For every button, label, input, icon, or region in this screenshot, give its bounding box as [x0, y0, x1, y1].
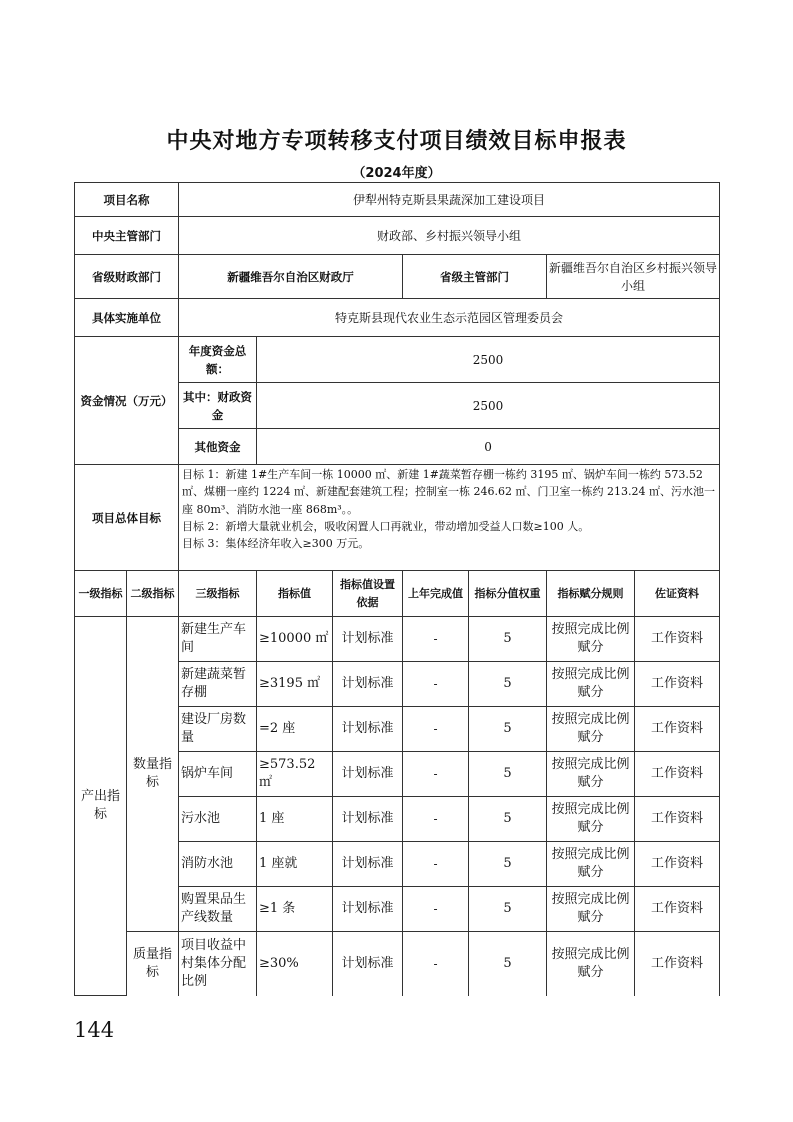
value-provincial-finance: 新疆维吾尔自治区财政厅	[179, 255, 403, 299]
label-provincial-dept: 省级主管部门	[403, 255, 547, 299]
indicator-name: 项目收益中村集体分配比例	[179, 932, 257, 996]
indicator-rule: 按照完成比例赋分	[547, 617, 635, 662]
indicator-weight: 5	[469, 842, 547, 887]
indicator-prev: -	[403, 617, 469, 662]
indicator-weight: 5	[469, 887, 547, 932]
goal-2: 目标 2：新增大量就业机会，吸收闲置人口再就业，带动增加受益人口数≥100 人。	[182, 519, 590, 533]
header-rule: 指标赋分规则	[547, 571, 635, 617]
value-central-dept: 财政部、乡村振兴领导小组	[179, 217, 720, 255]
indicator-weight: 5	[469, 617, 547, 662]
overall-goals	[179, 465, 720, 571]
indicator-weight: 5	[469, 707, 547, 752]
performance-table	[74, 182, 720, 996]
page-subtitle: （2024年度）	[352, 166, 441, 181]
value-other-funds: 0	[257, 429, 720, 465]
value-project-name: 伊犁州特克斯县果蔬深加工建设项目	[179, 183, 720, 217]
indicator-evidence: 工作资料	[635, 662, 720, 707]
row-implementer	[75, 299, 720, 337]
header-weight: 指标分值权重	[469, 571, 547, 617]
indicator-evidence: 工作资料	[635, 707, 720, 752]
level1-output: 产出指标	[75, 617, 127, 996]
label-implementer: 具体实施单位	[75, 299, 179, 337]
indicator-evidence: 工作资料	[635, 617, 720, 662]
indicator-basis: 计划标准	[333, 932, 403, 996]
indicator-evidence: 工作资料	[635, 932, 720, 996]
level2-quality: 质量指标	[127, 932, 179, 996]
header-level3: 三级指标	[179, 571, 257, 617]
page-number: 144	[74, 1018, 115, 1042]
header-level1: 一级指标	[75, 571, 127, 617]
row-central-dept	[75, 217, 720, 255]
indicator-value: =2 座	[257, 707, 333, 752]
indicator-basis: 计划标准	[333, 752, 403, 797]
indicator-row	[75, 617, 720, 662]
indicator-rule: 按照完成比例赋分	[547, 707, 635, 752]
indicator-evidence: 工作资料	[635, 842, 720, 887]
indicator-prev: -	[403, 932, 469, 996]
page-title: 中央对地方专项转移支付项目绩效目标申报表	[166, 129, 627, 154]
indicator-basis: 计划标准	[333, 797, 403, 842]
indicator-prev: -	[403, 662, 469, 707]
indicator-name: 新建蔬菜暂存棚	[179, 662, 257, 707]
indicator-header-row	[75, 571, 720, 617]
indicator-rule: 按照完成比例赋分	[547, 887, 635, 932]
indicator-value: ≥573.52 ㎡	[257, 752, 333, 797]
indicator-prev: -	[403, 887, 469, 932]
indicator-rule: 按照完成比例赋分	[547, 932, 635, 996]
indicator-weight: 5	[469, 797, 547, 842]
indicator-evidence: 工作资料	[635, 797, 720, 842]
indicator-weight: 5	[469, 662, 547, 707]
label-central-dept: 中央主管部门	[75, 217, 179, 255]
indicator-prev: -	[403, 797, 469, 842]
indicator-evidence: 工作资料	[635, 887, 720, 932]
level2-quantity: 数量指标	[127, 617, 179, 932]
indicator-weight: 5	[469, 752, 547, 797]
indicator-name: 新建生产车间	[179, 617, 257, 662]
label-overall-goals: 项目总体目标	[75, 465, 179, 571]
indicator-rule: 按照完成比例赋分	[547, 752, 635, 797]
indicator-basis: 计划标准	[333, 662, 403, 707]
indicator-rule: 按照完成比例赋分	[547, 842, 635, 887]
row-annual-total	[75, 337, 720, 383]
indicator-name: 锅炉车间	[179, 752, 257, 797]
label-provincial-finance: 省级财政部门	[75, 255, 179, 299]
label-funding: 资金情况（万元）	[75, 337, 179, 465]
indicator-name: 污水池	[179, 797, 257, 842]
value-annual-total: 2500	[257, 337, 720, 383]
row-overall-goals	[75, 465, 720, 571]
indicator-rule: 按照完成比例赋分	[547, 662, 635, 707]
indicator-basis: 计划标准	[333, 842, 403, 887]
indicator-value: 1 座	[257, 797, 333, 842]
value-implementer: 特克斯县现代农业生态示范园区管理委员会	[179, 299, 720, 337]
label-project-name: 项目名称	[75, 183, 179, 217]
header-basis: 指标值设置依据	[333, 571, 403, 617]
header-prev: 上年完成值	[403, 571, 469, 617]
goal-1: 目标 1：新建 1#生产车间一栋 10000 ㎡、新建 1#蔬菜暂存棚一栋约 3195 ㎡、锅炉车间一栋约 573.52 ㎡、煤棚一座约 1224 ㎡、新建配套建筑工程；控制室一栋 246.62 ㎡、门卫室一栋约 213.24 ㎡、污水池一座 80m³、消防水池一座 868m³。。	[182, 468, 715, 516]
indicator-row	[75, 932, 720, 996]
goal-3: 目标 3：集体经济年收入≥300 万元。	[182, 537, 370, 551]
indicator-value: ≥10000 ㎡	[257, 617, 333, 662]
header-value: 指标值	[257, 571, 333, 617]
indicator-value: ≥1 条	[257, 887, 333, 932]
indicator-value: 1 座就	[257, 842, 333, 887]
indicator-name: 建设厂房数量	[179, 707, 257, 752]
label-other-funds: 其他资金	[179, 429, 257, 465]
row-provincial	[75, 255, 720, 299]
indicator-basis: 计划标准	[333, 617, 403, 662]
header-evidence: 佐证资料	[635, 571, 720, 617]
indicator-weight: 5	[469, 932, 547, 996]
indicator-name: 购置果品生产线数量	[179, 887, 257, 932]
indicator-value: ≥30%	[257, 932, 333, 996]
indicator-evidence: 工作资料	[635, 752, 720, 797]
indicator-basis: 计划标准	[333, 887, 403, 932]
indicator-rule: 按照完成比例赋分	[547, 797, 635, 842]
label-annual-total: 年度资金总额：	[179, 337, 257, 383]
row-project-name	[75, 183, 720, 217]
indicator-basis: 计划标准	[333, 707, 403, 752]
indicator-name: 消防水池	[179, 842, 257, 887]
value-fiscal-funds: 2500	[257, 383, 720, 429]
label-fiscal-funds: 其中：财政资金	[179, 383, 257, 429]
indicator-prev: -	[403, 842, 469, 887]
header-level2: 二级指标	[127, 571, 179, 617]
indicator-prev: -	[403, 752, 469, 797]
indicator-value: ≥3195 ㎡	[257, 662, 333, 707]
value-provincial-dept: 新疆维吾尔自治区乡村振兴领导小组	[547, 255, 720, 299]
indicator-prev: -	[403, 707, 469, 752]
